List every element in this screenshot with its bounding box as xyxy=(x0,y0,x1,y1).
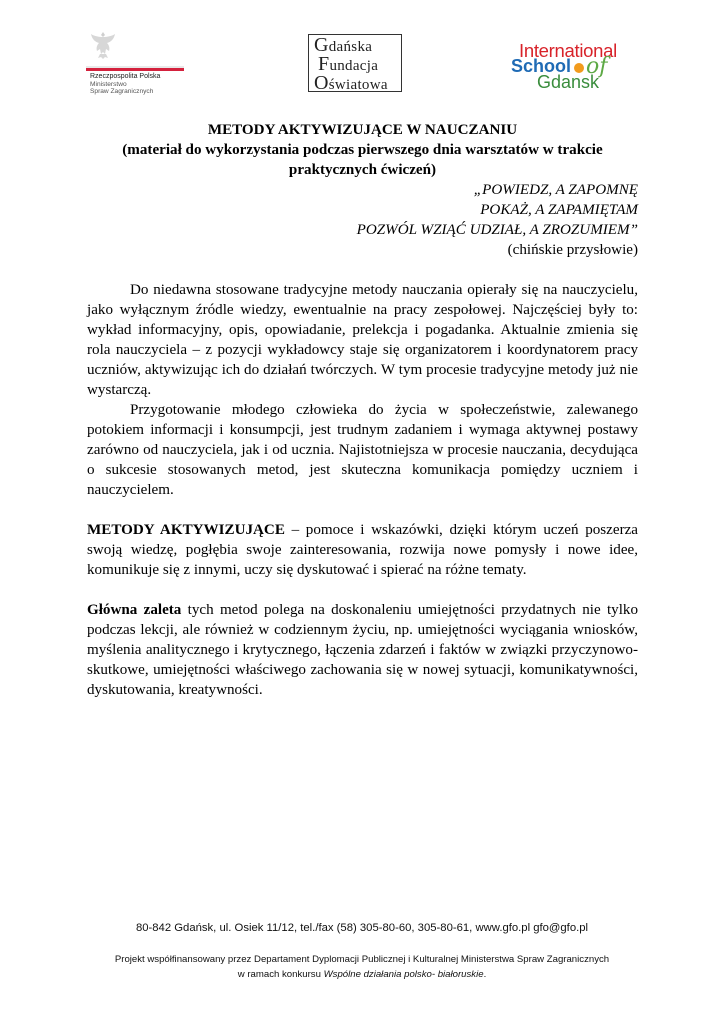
mfa-line3: Spraw Zagranicznych xyxy=(90,88,154,96)
footer-project-contest: Wspólne działania polsko- białoruskie xyxy=(323,969,484,980)
footer-project-suffix: . xyxy=(483,969,487,980)
quote-line1: „POWIEDZ, A ZAPOMNĘ xyxy=(473,182,638,198)
gfo-logo xyxy=(308,34,402,92)
gfo-line3: światowa xyxy=(328,77,388,93)
mfa-flag-bar xyxy=(86,66,184,71)
quote-line3: POZWÓL WZIĄĆ UDZIAŁ, A ZROZUMIEM” xyxy=(356,222,638,238)
paragraph-3 xyxy=(87,520,638,580)
quote-source: (chińskie przysłowie) xyxy=(507,242,638,258)
paragraph-4 xyxy=(87,600,638,700)
isg-of: of xyxy=(586,54,608,79)
document-subtitle-line2: praktycznych ćwiczeń) xyxy=(288,162,437,178)
paragraph-2: Przygotowanie młodego człowieka do życia w społeczeństwie, zalewanego potokiem informacji i konsumpcji, jest trudnym zadaniem i wymaga aktywnej postawy zarówno od nauczyciela, jak i od ucznia. Najistotniejsza w procesie nauczania, decydująca o sukcesie stosowanych metod, jest skuteczna komunikacja pomiędzy uczniem i nauczycielem. xyxy=(87,402,638,498)
footer-project xyxy=(0,952,724,982)
paragraph-4-text: tych metod polega na doskonaleniu umiejętności przydatnych nie tylko podczas lekcji, ale również w codziennym życiu, np. umiejętności wyciągania wniosków, myślenia analitycznego i krytycznego, łączenia zdarzeń i faktów w związki przyczynowo-skutkowe, umiejętności właściwego zachowania się w nowej sytuacji, komunikatywności, dyskutowania, kreatywności. xyxy=(87,602,638,698)
polish-eagle-icon xyxy=(90,30,116,60)
document-body xyxy=(87,120,638,700)
paragraph-3-term: METODY AKTYWIZUJĄCE xyxy=(87,522,285,538)
document-title: METODY AKTYWIZUJĄCE W NAUCZANIU xyxy=(207,122,518,138)
proverb-quote xyxy=(87,180,638,260)
quote-line2: POKAŻ, A ZAPAMIĘTAM xyxy=(480,202,638,218)
document-subtitle-line1: (materiał do wykorzystania podczas pierwszego dnia warsztatów w trakcie xyxy=(122,142,603,158)
mfa-logo-text xyxy=(90,73,160,96)
mfa-logo xyxy=(86,30,184,98)
gfo-cap-f: F xyxy=(318,53,330,75)
gfo-cap-g: G xyxy=(314,34,329,56)
footer-project-prefix: w ramach konkursu xyxy=(237,969,324,980)
paragraph-1: Do niedawna stosowane tradycyjne metody nauczania opierały się na nauczycielu, jako wyłącznym źródle wiedzy, ewentualnie na pracy zespołowej. Najczęściej były to: wykład informacyjny, opis, opowiadanie, prelekcja i pogadanka. Aktualnie zmienia się rola nauczyciela – z pozycji wykładowcy staje się organizatorem i koordynatorem pracy uczniów, aktywizując ich do działań twórczych. W tym procesie tradycyjne metody już nie wystarczą. xyxy=(87,282,638,398)
isg-line3: Gdansk xyxy=(537,72,600,92)
gfo-line2: undacja xyxy=(329,58,379,74)
isg-line1: International xyxy=(519,40,617,61)
footer-project-line2 xyxy=(0,967,724,982)
footer-address: 80-842 Gdańsk, ul. Osiek 11/12, tel./fax (58) 305-80-60, 305-80-61, www.gfo.pl gfo@gfo.pl xyxy=(135,922,589,934)
gfo-cap-o: O xyxy=(314,72,329,94)
isg-logo xyxy=(511,40,637,92)
footer-project-line1: Projekt współfinansowany przez Departament Dyplomacji Publicznej i Kulturalnej Ministerstwa Spraw Zagranicznych xyxy=(114,954,610,965)
mfa-line1: Rzeczpospolita Polska xyxy=(90,73,161,80)
isg-line2: School xyxy=(511,56,572,76)
paragraph-4-term: Główna zaleta xyxy=(87,602,182,618)
gfo-line1: dańska xyxy=(328,39,373,55)
mfa-line2: Ministerstwo xyxy=(90,80,127,88)
paragraph-3-text: – pomoce i wskazówki, dzięki którym uczeń poszerza swoją wiedzę, pogłębia swoje zainteresowania, rozwija nowe pomysły i nowe idee, komunikuje się z innymi, uczy się dyskutować i spierać na różne tematy. xyxy=(87,522,638,578)
